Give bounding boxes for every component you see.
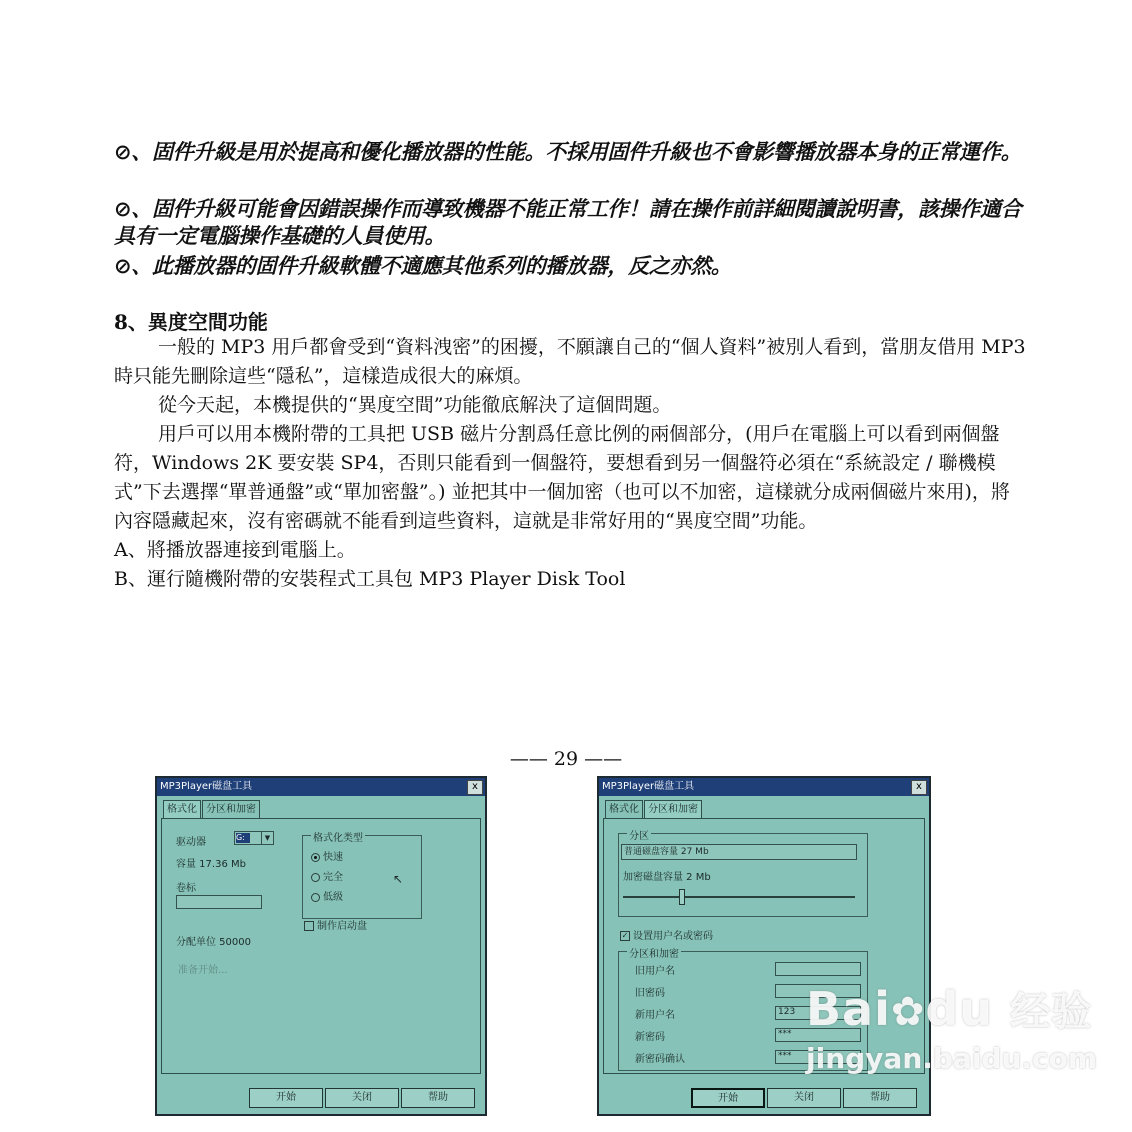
watermark-brand: Bai: [806, 982, 891, 1036]
window-title: MP3Player磁盘工具: [160, 781, 253, 792]
new-password-input[interactable]: ***: [775, 1028, 861, 1042]
radio-quick-label: 快速: [323, 852, 343, 863]
new-user-label: 新用户名: [635, 1010, 675, 1021]
warning-1-text: 、固件升級是用於提高和優化播放器的性能。不採用固件升級也不會影響播放器本身的正常運作。: [131, 140, 1022, 164]
partition-group: [618, 833, 868, 917]
new-user-input[interactable]: 123: [775, 1006, 861, 1020]
paw-icon: ✿: [890, 989, 926, 1035]
drive-select[interactable]: [234, 831, 274, 845]
set-user-label: 设置用户名或密码: [633, 931, 713, 942]
old-password-label: 旧密码: [635, 988, 665, 999]
status-text: 准备开始...: [178, 965, 228, 976]
partition-slider-thumb[interactable]: [679, 889, 685, 905]
step-a: A、將播放器連接到電腦上。: [114, 539, 356, 561]
window-title: MP3Player磁盘工具: [602, 781, 695, 792]
tab-partition[interactable]: 分区和加密: [644, 800, 702, 818]
close-icon[interactable]: x: [911, 780, 927, 795]
tab-format[interactable]: 格式化: [163, 800, 201, 818]
close-button[interactable]: 关闭: [767, 1088, 841, 1108]
watermark-brand-cn: 经验: [1010, 989, 1093, 1035]
partition-group-title: 分区: [627, 827, 651, 842]
start-button[interactable]: 开始: [691, 1088, 765, 1108]
section-heading: 8、異度空間功能: [114, 310, 268, 334]
warning-3-text: 、此播放器的固件升級軟體不適應其他系列的播放器，反之亦然。: [131, 254, 732, 278]
capacity-text: 容量 17.36 Mb: [176, 859, 246, 870]
drive-value: G:: [236, 833, 250, 843]
set-user-checkbox[interactable]: [620, 927, 713, 942]
step-b: B、運行隨機附帶的安裝程式工具包 MP3 Player Disk Tool: [114, 568, 626, 590]
radio-low-label: 低级: [323, 892, 343, 903]
volume-input[interactable]: [176, 895, 262, 909]
start-button[interactable]: 开始: [249, 1088, 323, 1108]
cursor-icon: ↖: [393, 872, 404, 886]
radio-low-dot[interactable]: [311, 893, 320, 902]
prohibit-icon: ⊘: [114, 140, 132, 164]
prohibit-icon: ⊘: [114, 254, 132, 278]
tab-strip: [163, 800, 261, 818]
tab-strip: [605, 800, 703, 818]
prohibit-icon: ⊘: [114, 197, 132, 221]
bootdisk-check-box[interactable]: [304, 921, 314, 931]
radio-low[interactable]: [311, 888, 343, 903]
volume-label: 卷标: [176, 883, 196, 894]
paragraph-2: 從今天起，本機提供的“異度空間”功能徹底解決了這個問題。: [158, 394, 672, 416]
bootdisk-checkbox[interactable]: [304, 917, 367, 932]
radio-quick[interactable]: [311, 848, 343, 863]
warning-2-text: 、固件升級可能會因錯誤操作而導致機器不能正常工作！請在操作前詳細閱讀說明書，該操作適合具有一定電腦操作基礎的人員使用。: [114, 197, 1022, 248]
tab-format[interactable]: 格式化: [605, 800, 643, 818]
encrypted-capacity-text: 加密磁盘容量 2 Mb: [623, 872, 711, 883]
tab-partition[interactable]: 分区和加密: [202, 800, 260, 818]
paragraph-1: 一般的 MP3 用戶都會受到“資料洩密”的困擾，不願讓自己的“個人資料”被別人看到，當朋友借用 MP3 時只能先刪除這些“隱私”，這樣造成很大的麻煩。: [114, 336, 1026, 387]
page-number: —— 29 ——: [509, 748, 623, 770]
warning-2: [114, 196, 1026, 250]
old-user-input[interactable]: [775, 962, 861, 976]
section-body: [114, 333, 1026, 594]
baidu-watermark-logo: [806, 980, 1092, 1037]
close-icon[interactable]: x: [467, 780, 483, 795]
encrypt-group-title: 分区和加密: [627, 945, 681, 960]
format-type-group: [302, 835, 422, 919]
confirm-password-input[interactable]: ***: [775, 1050, 861, 1064]
radio-full-label: 完全: [323, 872, 343, 883]
new-password-label: 新密码: [635, 1032, 665, 1043]
set-user-check-box[interactable]: ✓: [621, 931, 629, 940]
normal-capacity-field: 普通磁盘容量 27 Mb: [621, 844, 857, 860]
chevron-down-icon[interactable]: ▼: [261, 832, 273, 844]
old-user-label: 旧用户名: [635, 966, 675, 977]
watermark-url: jingyan.baidu.com: [806, 1042, 1098, 1075]
bootdisk-label: 制作启动盘: [317, 921, 367, 932]
radio-quick-dot[interactable]: [311, 853, 320, 862]
warning-1: [114, 139, 1026, 166]
drive-label: 驱动器: [176, 837, 206, 848]
watermark-brand-du: du: [925, 982, 994, 1036]
paragraph-3: 用戶可以用本機附帶的工具把 USB 磁片分割爲任意比例的兩個部分，(用戶在電腦上可以看到兩個盤符，Windows 2K 要安裝 SP4，否則只能看到一個盤符，要想看到另一個盤符必須在“系統設定 / 聯機模式”下去選擇“單普通盤”或“單加密盤”。) 並把其中一個加密（也可以不加密，這樣就分成兩個磁片來用)，將內容隱藏起來，沒有密碼就不能看到這些資料，這就是非常好用的“異度空間”功能。: [114, 423, 1010, 532]
help-button[interactable]: 帮助: [401, 1088, 475, 1108]
partition-slider-track[interactable]: [623, 896, 855, 898]
title-bar: [599, 778, 929, 796]
warning-3: [114, 253, 1026, 280]
radio-full[interactable]: [311, 868, 343, 883]
title-bar: [157, 778, 485, 796]
help-button[interactable]: 帮助: [843, 1088, 917, 1108]
disk-tool-window-format: [155, 776, 487, 1116]
radio-full-dot[interactable]: [311, 873, 320, 882]
confirm-password-label: 新密码确认: [635, 1054, 685, 1065]
tab-panel: [161, 818, 481, 1074]
format-type-title: 格式化类型: [311, 829, 365, 844]
close-button[interactable]: 关闭: [325, 1088, 399, 1108]
cluster-text: 分配单位 50000: [176, 937, 251, 948]
